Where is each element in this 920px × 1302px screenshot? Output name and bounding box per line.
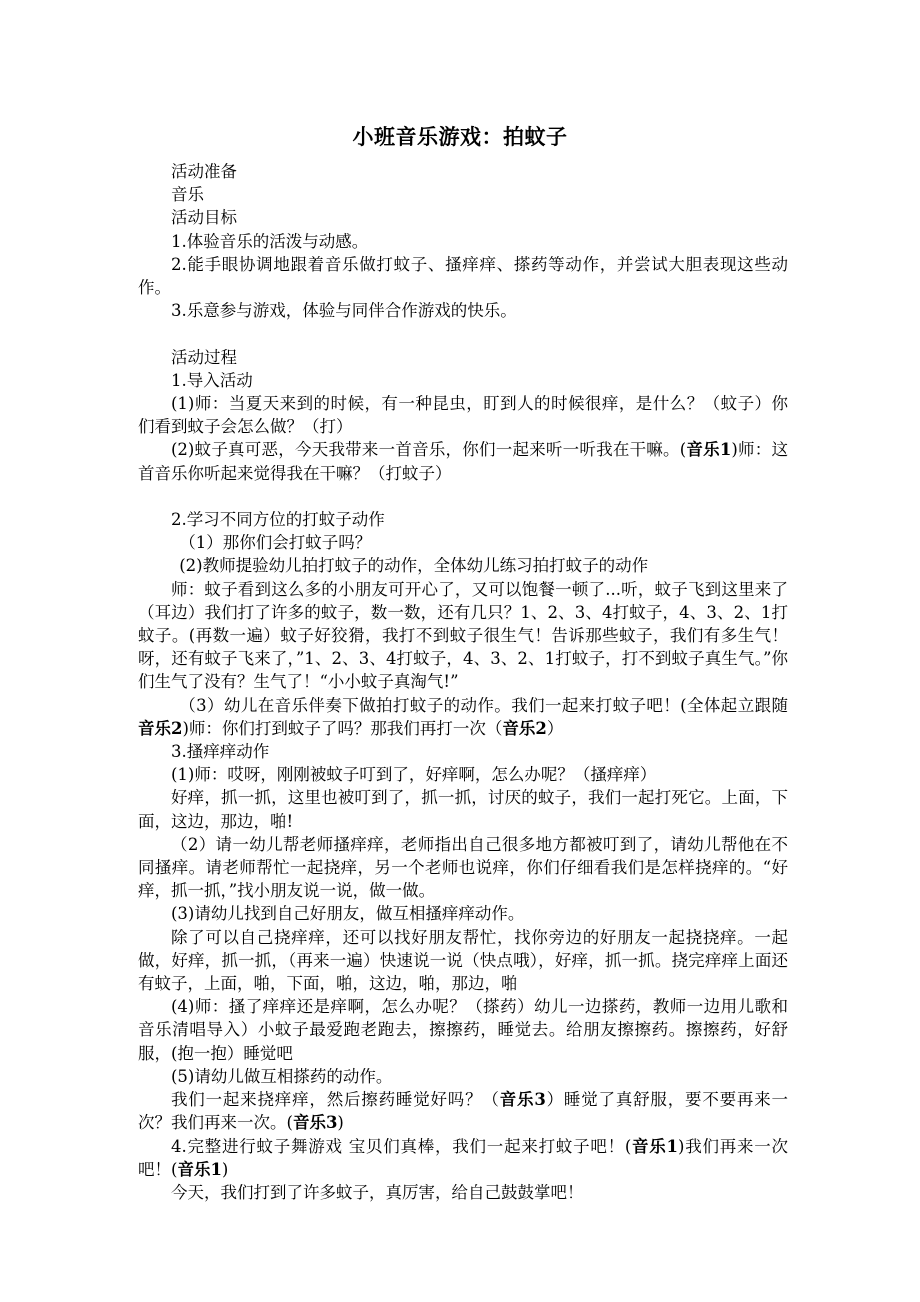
paragraph-text: 2.能手眼协调地跟着音乐做打蚊子、搔痒痒、搽药等动作，并尝试大胆表现这些动作。 (138, 254, 788, 298)
paragraph-text: （2）请一幼儿帮老师搔痒痒，老师指出自己很多地方都被叮到了，请幼儿帮他在不同搔痒。请老师帮忙一起挠痒，另一个老师也说痒，你们仔细看我们是怎样挠痒的。“好痒，抓一抓，”找小朋友说一说，做一做。 (138, 834, 788, 901)
paragraph (138, 299, 788, 322)
paragraph (138, 230, 788, 253)
paragraph-text: (2)教师提验幼儿拍打蚊子的动作，全体幼儿练习拍打蚊子的动作 (179, 556, 649, 576)
paragraph-text: (1)师：当夏天来到的时候，有一种昆虫，盯到人的时候很痒，是什么？（蚊子）你们看到蚊子会怎么做？（打） (138, 394, 788, 437)
paragraph (138, 926, 788, 996)
paragraph-text: 师：蚊子看到这么多的小朋友可开心了，又可以饱餐一顿了...听，蚊子飞到这里来了（耳边）我们打了许多的蚊子，数一数，还有几只？1、2、3、4打蚊子，4、3、2、1打蚊子。(再数一遍）蚊子好狡猾，我打不到蚊子很生气！告诉那些蚊子，我们有多生气！呀，还有蚊子飞来了，”1、2、3、4打蚊子，4、3、2、1打蚊子，打不到蚊子真生气。”你们生气了没有？生气了！“小小蚊子真淘气!” (138, 579, 788, 692)
paragraph-text: )师：这首音乐你听起来觉得我在干嘛？（打蚊子） (138, 440, 789, 483)
paragraph-text: 活动过程 (171, 347, 237, 367)
paragraph-text: )师：你们打到蚊子了吗？那我们再打一次（ (182, 718, 503, 738)
bold-text: 音乐1 (686, 440, 732, 460)
paragraph-text: (2)蚊子真可恶，今天我带来一首音乐，你们一起来听一听我在干嘛。( (171, 440, 687, 460)
paragraph (138, 253, 788, 299)
paragraph (138, 554, 788, 577)
paragraph-text: 活动目标 (171, 208, 237, 228)
paragraph-text: ）睡觉了真舒服，要不要再来一次？我们再来一次。( (138, 1090, 789, 1133)
paragraph-text: 4.完整进行蚊子舞游戏 宝贝们真棒，我们一起来打蚊子吧！( (171, 1136, 632, 1156)
paragraph (138, 1065, 788, 1088)
paragraph (138, 1088, 788, 1134)
paragraph-text: ) (221, 1159, 229, 1179)
paragraph (138, 531, 788, 554)
paragraph (138, 346, 788, 369)
paragraph (138, 438, 788, 484)
paragraph (138, 183, 788, 206)
paragraph (138, 995, 788, 1065)
paragraph (138, 833, 788, 903)
paragraph-text: 2.学习不同方位的打蚊子动作 (171, 510, 385, 530)
paragraph (138, 392, 788, 438)
paragraph (138, 369, 788, 392)
paragraph (138, 1135, 788, 1181)
paragraph-text: 1.导入活动 (171, 370, 253, 390)
blank-line (138, 322, 788, 345)
paragraph-text: ） (546, 718, 564, 738)
paragraph (138, 786, 788, 832)
paragraph-text: 活动准备 (171, 162, 237, 181)
paragraph-text: 3.搔痒痒动作 (171, 742, 270, 762)
paragraph (138, 694, 788, 740)
paragraph-text: 我们一起来挠痒痒，然后擦药睡觉好吗？（ (171, 1090, 500, 1110)
bold-text: 音乐2 (138, 718, 183, 738)
paragraph-text: （3）幼儿在音乐伴奏下做拍打蚊子的动作。我们一起来打蚊子吧！(全体起立跟随 (179, 695, 788, 715)
bold-text: 音乐2 (502, 718, 547, 738)
paragraph (138, 508, 788, 531)
paragraph (138, 1181, 788, 1204)
paragraph-text: (4)师：搔了痒痒还是痒啊，怎么办呢？（搽药）幼儿一边搽药，教师一边用儿歌和音乐清唱导入）小蚊子最爱跑老跑去，擦擦药，睡觉去。给朋友擦擦药。擦擦药，好舒服，(抱一抱）睡觉吧 (138, 997, 788, 1063)
paragraph-text: (3)请幼儿找到自己好朋友，做互相搔痒痒动作。 (171, 904, 525, 924)
paragraph-text: )我们再来一次吧！( (138, 1136, 788, 1179)
paragraph-text: 音乐 (171, 185, 204, 205)
paragraph-text: 今天，我们打到了许多蚊子，真厉害，给自己鼓鼓掌吧！ (171, 1182, 584, 1202)
paragraph-text: ) (337, 1113, 344, 1133)
document-title: 小班音乐游戏：拍蚊子 (352, 124, 568, 149)
document-body (138, 160, 788, 1204)
paragraph-text: 1.体验音乐的活泼与动感。 (171, 231, 369, 251)
paragraph-text: 除了可以自己挠痒痒，还可以找好朋友帮忙，找你旁边的好朋友一起挠挠痒。一起做，好痒，抓一抓，（再来一遍）快速说一说（快点哦），好痒，抓一抓。挠完痒痒上面还有蚊子，上面，啪，下面，啪，这边，啪，那边，啪 (138, 927, 788, 994)
paragraph (138, 740, 788, 763)
paragraph-text: 好痒，抓一抓，这里也被叮到了，抓一抓，讨厌的蚊子，我们一起打死它。上面，下面，这边，那边，啪! (138, 788, 788, 831)
paragraph (138, 578, 788, 694)
paragraph (138, 763, 788, 786)
paragraph (138, 160, 788, 183)
bold-text: 音乐3 (292, 1113, 338, 1133)
paragraph (138, 902, 788, 925)
bold-text: 音乐1 (631, 1136, 679, 1156)
paragraph-text: (5)请幼儿做互相搽药的动作。 (171, 1066, 393, 1086)
paragraph-text: (1)师：哎呀，刚刚被蚊子叮到了，好痒啊，怎么办呢？（搔痒痒） (171, 765, 657, 785)
bold-text: 音乐1 (177, 1159, 222, 1179)
bold-text: 音乐3 (499, 1090, 546, 1110)
paragraph-text: （1）那你们会打蚊子吗？ (179, 533, 372, 553)
paragraph-text: 3.乐意参与游戏，体验与同伴合作游戏的快乐。 (171, 301, 517, 321)
paragraph (138, 206, 788, 229)
blank-line (138, 485, 788, 508)
